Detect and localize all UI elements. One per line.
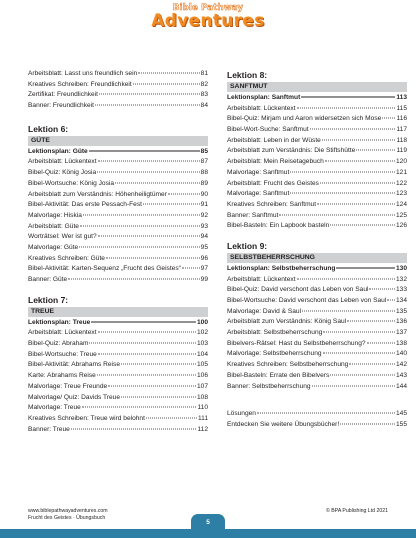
toc-leader xyxy=(83,214,200,215)
toc-entry-page: 90 xyxy=(200,190,208,198)
toc-entry-page: 89 xyxy=(200,179,208,187)
toc-leader xyxy=(115,182,200,183)
toc-entry-title: Malvorlage/ Quiz: Davids Treue xyxy=(28,393,120,401)
lesson-7-rows xyxy=(28,318,208,436)
toc-entry-title: Lösungen xyxy=(227,410,256,418)
toc-entry-page: 94 xyxy=(200,233,208,241)
toc-entry-page: 132 xyxy=(395,275,407,283)
toc-leader xyxy=(82,407,197,408)
toc-entry xyxy=(227,221,407,232)
toc-entry-page: 87 xyxy=(200,158,208,166)
toc-entry xyxy=(227,349,407,360)
toc-leader xyxy=(89,343,196,344)
logo xyxy=(0,4,416,30)
toc-leader xyxy=(387,300,395,301)
toc-entry-title: Bibel-Aktivität: Das erste Pessach-Fest xyxy=(28,201,142,209)
toc-entry-page: 122 xyxy=(395,179,407,187)
toc-entry-page: 93 xyxy=(200,222,208,230)
toc-leader xyxy=(330,374,395,375)
footer-website[interactable]: www.biblepathwayadventures.com xyxy=(28,508,108,514)
logo-top-text: Bible Pathway xyxy=(172,3,244,13)
toc-leader xyxy=(71,428,197,429)
toc-entry-page: 125 xyxy=(395,211,407,219)
toc-entry xyxy=(28,69,208,80)
toc-entry-title: Bibel-Quiz: David verschont das Leben von Saul xyxy=(227,286,369,294)
toc-entry-page: 88 xyxy=(200,169,208,177)
lesson-8-band: SANFTMUT xyxy=(227,82,407,92)
toc-leader xyxy=(97,375,196,376)
toc-entry-page: 84 xyxy=(200,102,208,110)
toc-leader xyxy=(106,257,200,258)
toc-entry-title: Arbeitsblatt zum Verständnis: Die Stiftshütte xyxy=(227,147,356,155)
toc-leader xyxy=(98,161,200,162)
toc-entry-title: Worträtsel: Wer ist gut? xyxy=(28,233,97,241)
lesson-8-rows xyxy=(227,93,407,232)
footer-left xyxy=(28,508,108,523)
toc-entry-page: 83 xyxy=(200,91,208,99)
toc-entry-title: Bibel-Basteln: Ein Lapbook basteln xyxy=(227,222,330,230)
toc-entry xyxy=(28,328,208,339)
toc-leader xyxy=(133,83,200,84)
toc-entry xyxy=(227,93,407,104)
toc-entry xyxy=(28,393,208,404)
toc-leader xyxy=(330,225,395,226)
toc-entry-title: Malvorlage: Selbstbeherrschung xyxy=(227,350,322,358)
toc-right-column xyxy=(227,69,407,431)
toc-entry-title: Malvorlage: Güte xyxy=(28,243,79,251)
toc-entry xyxy=(227,114,407,125)
toc-entry-page: 126 xyxy=(395,222,407,230)
toc-entry-title: Arbeitsblatt: Leben in der Wüste xyxy=(227,136,321,144)
toc-entry xyxy=(227,264,407,275)
toc-entry-title: Bibel-Basteln: Errate den Bibelvers xyxy=(227,371,330,379)
toc-entry-page: 104 xyxy=(196,350,208,358)
toc-entry-page: 95 xyxy=(200,243,208,251)
toc-entry xyxy=(28,425,208,436)
toc-entry xyxy=(227,285,407,296)
toc-entry xyxy=(28,101,208,112)
toc-leader xyxy=(279,214,395,215)
toc-entry xyxy=(227,317,407,328)
toc-leader xyxy=(369,289,395,290)
toc-entry-page: 124 xyxy=(395,200,407,208)
toc-leader xyxy=(257,413,395,414)
toc-leader xyxy=(80,225,200,226)
toc-leader xyxy=(301,97,395,98)
toc-leader xyxy=(302,310,395,311)
lesson-9-rows xyxy=(227,264,407,392)
toc-entry xyxy=(227,409,407,420)
toc-entry-title: Bibel-Quiz: Abraham xyxy=(28,340,89,348)
toc-entry-title: Lektionsplan: Selbstbeherrschung xyxy=(227,264,336,272)
toc-entry-title: Banner: Treue xyxy=(28,425,70,433)
toc-entry-page: 144 xyxy=(395,382,407,390)
toc-leader xyxy=(97,172,199,173)
lesson-7-heading: Lektion 7: xyxy=(28,294,69,305)
toc-entry xyxy=(227,168,407,179)
toc-leader xyxy=(121,364,196,365)
toc-entry-page: 116 xyxy=(396,115,407,123)
toc-entry xyxy=(227,200,407,211)
toc-entry-page: 115 xyxy=(396,104,407,112)
toc-entry xyxy=(28,179,208,190)
toc-leader xyxy=(99,94,200,95)
toc-leader xyxy=(347,321,395,322)
toc-entry xyxy=(28,371,208,382)
toc-entry xyxy=(28,275,208,286)
toc-entry-page: 118 xyxy=(396,136,407,144)
toc-entry-page: 111 xyxy=(197,414,208,422)
toc-entry-title: Bibelvers-Rätsel: Hast du Selbstbeherrschung? xyxy=(227,339,366,347)
toc-entry xyxy=(28,243,208,254)
toc-entry xyxy=(28,264,208,275)
toc-entry-page: 121 xyxy=(395,168,407,176)
toc-entry-page: 113 xyxy=(396,94,407,101)
toc-entry-title: Arbeitsblatt zum Verständnis: König Saul xyxy=(227,318,347,326)
toc-entry-title: Kreatives Schreiben: Treue wird belohnt xyxy=(28,414,145,422)
toc-leader xyxy=(98,236,200,237)
toc-entry-page: 107 xyxy=(196,382,208,390)
toc-entry-title: Malvorlage: Treue Freunde xyxy=(28,382,108,390)
toc-leader xyxy=(146,417,197,418)
toc-entry xyxy=(28,200,208,211)
toc-leader xyxy=(168,193,200,194)
toc-entry xyxy=(28,157,208,168)
toc-entry xyxy=(227,420,407,431)
toc-entry-title: Arbeitsblatt: Selbstbeherrschung xyxy=(227,329,323,337)
toc-entry-title: Arbeitsblatt: Lückentext xyxy=(227,104,296,112)
toc-entry xyxy=(28,254,208,265)
toc-leader xyxy=(121,396,196,397)
toc-entry-page: 117 xyxy=(396,126,407,134)
lesson-7-band: TREUE xyxy=(28,307,208,317)
toc-entry xyxy=(28,318,208,329)
toc-entry-title: Banner: Freundlichkeit xyxy=(28,102,94,110)
toc-leader xyxy=(323,332,395,333)
toc-leader xyxy=(98,353,196,354)
toc-entry-title: Malvorlage: Sanftmut xyxy=(227,190,290,198)
toc-entry-title: Banner: Sanftmut xyxy=(227,211,279,219)
toc-leader xyxy=(297,107,396,108)
toc-entry-page: 155 xyxy=(395,420,407,428)
toc-entry-page: 85 xyxy=(200,147,208,155)
toc-entry xyxy=(28,232,208,243)
extra-rows xyxy=(227,409,407,430)
toc-entry-page: 81 xyxy=(200,70,208,77)
toc-entry xyxy=(28,350,208,361)
toc-entry-page: 112 xyxy=(197,425,208,433)
toc-entry-page: 110 xyxy=(197,404,208,412)
toc-leader xyxy=(138,73,199,74)
toc-entry-page: 130 xyxy=(395,264,407,272)
toc-entry-title: Bibel-Wortsuche: König Josia xyxy=(28,179,115,187)
toc-leader xyxy=(91,321,196,322)
toc-leader xyxy=(68,279,199,280)
toc-entry xyxy=(227,125,407,136)
toc-entry xyxy=(28,414,208,425)
toc-entry xyxy=(28,211,208,222)
toc-entry-page: 97 xyxy=(200,265,208,273)
toc-entry-page: 100 xyxy=(196,318,208,326)
toc-leader xyxy=(182,268,200,269)
toc-leader xyxy=(290,171,395,172)
toc-entry-page: 105 xyxy=(196,361,208,369)
footer-copyright: © BPA Publishing Ltd 2021 xyxy=(326,508,388,514)
toc-entry xyxy=(227,157,407,168)
toc-leader xyxy=(356,150,395,151)
toc-entry xyxy=(227,296,407,307)
toc-entry-title: Arbeitsblatt: Güte xyxy=(28,222,79,230)
toc-entry-title: Karte: Abrahams Reise xyxy=(28,372,96,380)
toc-leader xyxy=(336,267,395,268)
footer-band xyxy=(0,529,416,538)
toc-entry-title: Arbeitsblatt: Mein Reisetagebuch xyxy=(227,158,324,166)
toc-entry-page: 137 xyxy=(395,329,407,337)
toc-entry xyxy=(28,339,208,350)
toc-leader xyxy=(79,246,199,247)
toc-entry-title: Malvorlage: Treue xyxy=(28,404,81,412)
toc-entry xyxy=(227,189,407,200)
lesson-6-rows xyxy=(28,147,208,286)
toc-entry-title: Arbeitsblatt zum Verständnis: Höhenheiligtümer xyxy=(28,190,167,198)
toc-entry xyxy=(227,275,407,286)
toc-entry xyxy=(28,382,208,393)
toc-leader xyxy=(382,118,395,119)
toc-entry xyxy=(227,136,407,147)
toc-leader xyxy=(325,161,395,162)
toc-entry-page: 119 xyxy=(396,147,407,155)
toc-entry-title: Bibel-Quiz: Mirjam und Aaron widersetzen sich Mose xyxy=(227,115,382,123)
toc-entry-title: Lektionsplan: Sanftmut xyxy=(227,94,301,101)
toc-entry xyxy=(28,222,208,233)
toc-entry-title: Bibel-Wort-Suche: Sanftmut xyxy=(227,126,309,134)
toc-entry xyxy=(28,403,208,414)
toc-entry xyxy=(227,382,407,393)
intro-rows xyxy=(28,69,208,112)
toc-entry-title: Bibel-Wortsuche: Treue xyxy=(28,350,97,358)
toc-entry-title: Bibel-Aktivität: Karten-Sequenz „Frucht des Geistes“ xyxy=(28,265,181,273)
logo-main-text: Adventures xyxy=(151,11,265,31)
toc-entry-title: Kreatives Schreiben: Selbstbeherrschung xyxy=(227,361,349,369)
toc-entry-page: 138 xyxy=(395,339,407,347)
toc-entry-page: 91 xyxy=(200,201,208,209)
toc-entry-title: Bibel-Aktivität: Abrahams Reise xyxy=(28,361,120,369)
toc-entry-title: Arbeitsblatt: Lasst uns freundlich sein xyxy=(28,70,138,77)
toc-leader xyxy=(340,423,395,424)
toc-leader xyxy=(312,385,395,386)
toc-entry xyxy=(28,360,208,371)
lesson-9-band: SELBSTBEHERRSCHUNG xyxy=(227,253,407,263)
toc-entry-page: 135 xyxy=(395,307,407,315)
toc-entry-page: 136 xyxy=(395,318,407,326)
toc-entry-title: Malvorlage: Sanftmut xyxy=(227,168,290,176)
lesson-6-band: GÜTE xyxy=(28,136,208,146)
toc-entry xyxy=(227,179,407,190)
toc-entry-page: 143 xyxy=(395,371,407,379)
toc-leader xyxy=(95,105,200,106)
page-number-tab: 5 xyxy=(191,514,225,538)
toc-entry-page: 145 xyxy=(395,410,407,418)
toc-entry-page: 82 xyxy=(200,80,208,88)
toc-left-column xyxy=(28,69,208,435)
toc-entry-title: Malvorlage: David & Saul xyxy=(227,307,302,315)
toc-entry-title: Banner: Selbstbeherrschung xyxy=(227,382,311,390)
toc-entry xyxy=(227,371,407,382)
toc-entry-title: Arbeitsblatt: Lückentext xyxy=(227,275,296,283)
toc-entry-title: Bibel-Wortsuche: David verschont das Leben von Saul xyxy=(227,297,387,304)
toc-entry xyxy=(28,80,208,91)
toc-leader xyxy=(108,385,196,386)
toc-entry-title: Malvorlage: Hiskia xyxy=(28,211,82,219)
toc-entry-title: Kreatives Schreiben: Freundlichkeit xyxy=(28,80,132,88)
toc-leader xyxy=(89,150,200,151)
toc-entry-title: Kreatives Schreiben: Güte xyxy=(28,254,105,262)
toc-entry xyxy=(227,211,407,222)
lesson-8-heading: Lektion 8: xyxy=(227,70,268,80)
toc-leader xyxy=(323,353,395,354)
toc-entry-page: 140 xyxy=(395,350,407,358)
toc-leader xyxy=(290,193,395,194)
toc-entry xyxy=(227,360,407,371)
toc-entry xyxy=(227,307,407,318)
toc-entry-title: Kreatives Schreiben: Sanftmut xyxy=(227,200,317,208)
toc-entry xyxy=(227,339,407,350)
toc-entry-title: Zertifikat: Freundlichkeit xyxy=(28,91,98,99)
toc-entry-page: 103 xyxy=(196,340,208,348)
toc-entry-title: Arbeitsblatt: Lückentext xyxy=(28,329,97,337)
footer-book-title: Frucht des Geistes · Übungsbuch xyxy=(28,515,106,522)
toc-entry-page: 96 xyxy=(200,254,208,262)
toc-leader xyxy=(317,203,395,204)
toc-entry-page: 108 xyxy=(196,393,208,401)
toc-entry-title: Bibel-Quiz: König Josia xyxy=(28,169,97,177)
toc-entry-page: 106 xyxy=(196,372,208,380)
toc-entry-title: Arbeitsblatt: Lückentext xyxy=(28,158,97,166)
toc-entry-title: Lektionsplan: Güte xyxy=(28,147,88,155)
toc-leader xyxy=(297,278,395,279)
toc-entry xyxy=(28,190,208,201)
toc-entry xyxy=(28,147,208,158)
toc-leader xyxy=(349,364,395,365)
toc-leader xyxy=(367,342,395,343)
toc-entry-page: 123 xyxy=(395,190,407,198)
toc-entry-title: Entdecken Sie weitere Übungsbücher! xyxy=(227,420,340,428)
toc-leader xyxy=(143,204,200,205)
toc-entry-title: Banner: Güte xyxy=(28,276,68,283)
toc-entry-page: 102 xyxy=(196,329,208,337)
lesson-6-heading: Lektion 6: xyxy=(28,123,69,134)
toc-entry xyxy=(28,90,208,101)
toc-entry-page: 92 xyxy=(200,211,208,219)
toc-entry-title: Arbeitsblatt: Frucht des Geistes xyxy=(227,179,319,187)
toc-entry xyxy=(227,104,407,115)
toc-entry xyxy=(227,328,407,339)
toc-leader xyxy=(310,129,396,130)
toc-entry-page: 134 xyxy=(395,297,407,304)
toc-entry-page: 99 xyxy=(200,276,208,283)
toc-entry-title: Lektionsplan: Treue xyxy=(28,318,91,326)
toc-entry-page: 142 xyxy=(395,361,407,369)
toc-entry-page: 120 xyxy=(395,158,407,166)
toc-entry-page: 133 xyxy=(395,286,407,294)
toc-leader xyxy=(322,139,396,140)
toc-entry xyxy=(28,168,208,179)
lesson-9-heading: Lektion 9: xyxy=(227,240,268,251)
toc-entry xyxy=(227,146,407,157)
toc-leader xyxy=(98,332,196,333)
toc-leader xyxy=(320,182,395,183)
